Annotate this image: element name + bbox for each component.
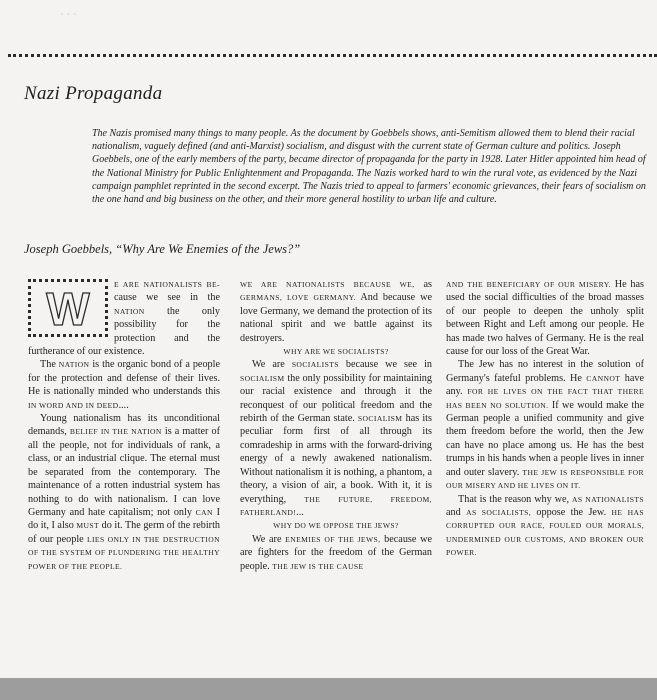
text-column-3 — [446, 278, 644, 560]
dotted-rule — [8, 54, 657, 57]
dropcap — [28, 279, 108, 337]
bleed-through-text: ... — [60, 0, 79, 19]
dropcap-letter: W — [46, 283, 90, 335]
paragraph: That is the reason why we, AS NATIONALISTS and AS SOCIALISTS, oppose the Jew. HE HAS CORRUPTED OUR RACE, FOULED OUR MORALS, UNDERMINED OUR CUSTOMS, AND BROKEN OUR POWER. — [446, 493, 644, 558]
paragraph: WE ARE NATIONALISTS BECAUSE WE, as GERMANS, LOVE GERMANY. And because we love Germany, we demand the protection of its national spirit and we battle against its destroyers. — [240, 279, 432, 344]
paragraph: AND THE BENEFICIARY OF OUR MISERY. He has used the social difficulties of the broad masses of our people to deepen the unholy split between Right and Left among our people. He has made two halves of Germany. He is the real cause for our loss of the Great War. — [446, 279, 644, 358]
paragraph: W E ARE NATIONALISTS BE- cause we see in the NATION the only possibility for the protection and the furtherance of our existence. — [28, 280, 220, 358]
question-heading: WHY DO WE OPPOSE THE JEWS? — [273, 521, 399, 531]
paragraph: The Jew has no interest in the solution of Germany's fateful problems. He CANNOT have any. FOR HE LIVES ON THE FACT THAT THERE HAS BEEN NO SOLUTION. If we would make the German people a unified community and give them freedom before the world, then the Jew can have no place among us. He has the best trumps in his hands when a people lives in inner and outer slavery. THE JEW IS RESPONSIBLE FOR OUR MISERY AND HE LIVES ON IT. — [446, 359, 644, 491]
question-heading: WHY ARE WE SOCIALISTS? — [283, 347, 389, 357]
text-column-2 — [240, 278, 432, 573]
text-column-1 — [28, 278, 220, 573]
section-title: Nazi Propaganda — [24, 83, 163, 104]
paragraph: The NATION is the organic bond of a people for the protection and defense of their lives. He is nationally minded who understands this IN WORD AND IN DEED.... — [28, 359, 220, 411]
paragraph: Young nationalism has its unconditional demands, BELIEF IN THE NATION is a matter of all the people, not for individuals of rank, a class, or an industrial clique. The eternal must be separated from the contemporary. The maintenance of a rotten industrial system has nothing to do with nationalism. I can love Germany and hate capitalism; not only CAN I do it, I also MUST do it. The germ of the rebirth of our people LIES ONLY IN THE DESTRUCTION OF THE SYSTEM OF PLUNDERING THE HEALTHY POWER OF THE PEOPLE. — [28, 413, 221, 571]
intro-paragraph: The Nazis promised many things to many people. As the document by Goebbels shows, anti-Semitism allowed them to blend their racial nationalism, vaguely defined (and anti-Marxist) socialism, and disgust with the current state of German culture and politics. Joseph Goebbels, one of the early members of the party, became director of propaganda for the party in 1928. Later Hitler appointed him head of the National Ministry for Public Enlightenment and Propaganda. The Nazis worked hard to win the rural vote, as evidenced by the Nazi campaign pamphlet reprinted in the second excerpt. The Nazis tried to appeal to farmers' economic grievances, their fears of socialism on the one hand and big business on the other, and their more general hostility to urban life and culture. — [92, 128, 646, 206]
bottom-bar — [0, 678, 657, 700]
paragraph: We are ENEMIES OF THE JEWS, because we are fighters for the freedom of the German people. THE JEW IS THE CAUSE — [240, 533, 432, 572]
document-title: Joseph Goebbels, “Why Are We Enemies of the Jews?” — [24, 242, 301, 256]
paragraph: We are SOCIALISTS because we see in SOCIALISM the only possibility for maintaining our racial existence and through it the reconquest of our political freedom and the rebirth of the German state. SOCIALISM has its peculiar form first of all through its comradeship in arms with the forward-driving energy of a newly awakened nationalism. Without nationalism it is nothing, a phantom, a theory, a vision of air, a book. With it, it is everything, THE FUTURE, FREEDOM, FATHERLAND!... — [240, 359, 432, 518]
